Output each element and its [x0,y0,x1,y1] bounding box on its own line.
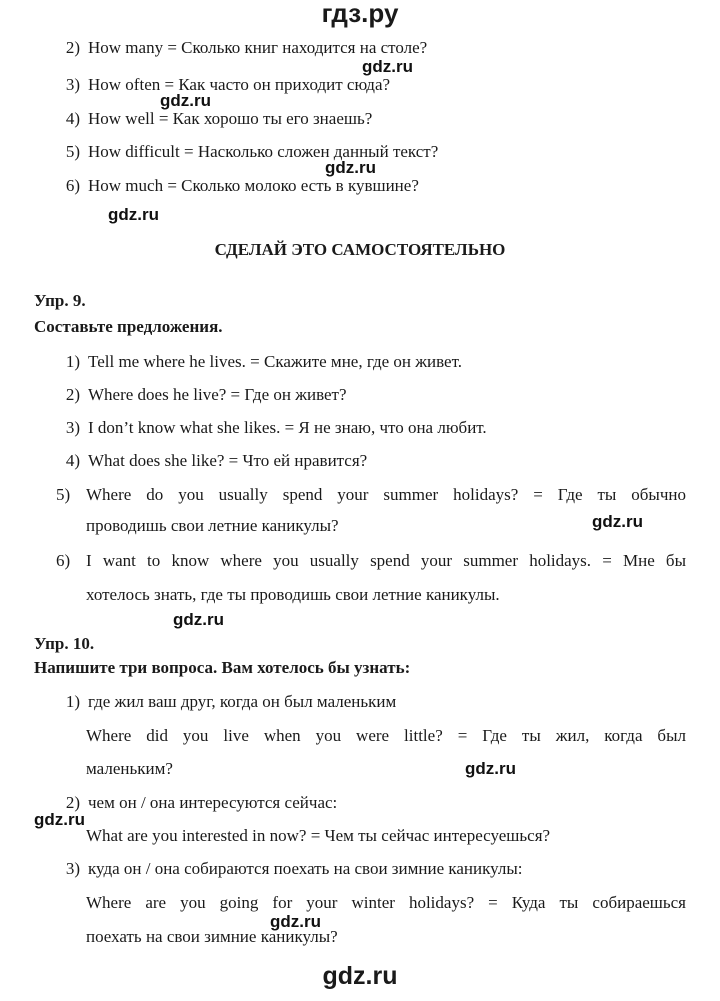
watermark: gdz.ru [34,810,85,829]
list-item-line: хотелось знать, где ты проводишь свои летние каникулы. [86,585,500,604]
list-item-number: 6) [56,551,71,570]
list-item: 3) How often = Как часто он приходит сюда? [65,75,391,94]
list-item: 3) I don’t know what she likes. = Я не знаю, что она любит. [65,418,487,437]
exercise-instruction: Напишите три вопроса. Вам хотелось бы узнать: [34,658,411,677]
exercise-label: Упр. 9. [34,291,86,310]
list-item: 2) Where does he live? = Где он живет? [65,385,347,404]
answer-line: Where are you going for your winter holidays? = Куда ты собираешься [86,893,686,912]
list-item: 1) Tell me where he lives. = Скажите мне, где он живет. [65,352,462,371]
list-item-number: 5) [56,485,71,504]
list-item: 1) где жил ваш друг, когда он был маленьким [65,692,397,711]
list-item: 4) What does she like? = Что ей нравится? [65,451,368,470]
list-item: 3) куда он / она собираются поехать на свои зимние каникулы: [65,859,523,878]
watermark: gdz.ru [160,91,211,110]
answer-line: поехать на свои зимние каникулы? [86,927,338,946]
site-header: гдз.ру [321,0,399,28]
watermark: gdz.ru [108,205,159,224]
watermark: gdz.ru [173,610,224,629]
list-item-line: проводишь свои летние каникулы? [86,516,339,535]
section-title: СДЕЛАЙ ЭТО САМОСТОЯТЕЛЬНО [214,240,506,259]
list-item: 5) How difficult = Насколько сложен данный текст? [65,142,439,161]
list-item: 6) How much = Сколько молоко есть в кувшине? [65,176,419,195]
watermark: gdz.ru [270,912,321,931]
watermark: gdz.ru [592,512,643,531]
answer-line: What are you interested in now? = Чем ты сейчас интересуешься? [86,826,551,845]
list-item: 2) чем он / она интересуются сейчас: [65,793,338,812]
watermark: gdz.ru [325,158,376,177]
watermark: gdz.ru [362,57,413,76]
answer-line: Where did you live when you were little? = Где ты жил, когда был [86,726,686,745]
site-footer: gdz.ru [322,962,398,990]
list-item: 4) How well = Как хорошо ты его знаешь? [65,109,373,128]
exercise-label: Упр. 10. [34,634,95,653]
watermark: gdz.ru [465,759,516,778]
exercise-instruction: Составьте предложения. [34,317,223,336]
list-item-line: I want to know where you usually spend your summer holidays. = Мне бы [86,551,686,570]
list-item: 2) How many = Сколько книг находится на столе? [65,38,428,57]
answer-line: маленьким? [86,759,173,778]
list-item-line: Where do you usually spend your summer holidays? = Где ты обычно [86,485,686,504]
